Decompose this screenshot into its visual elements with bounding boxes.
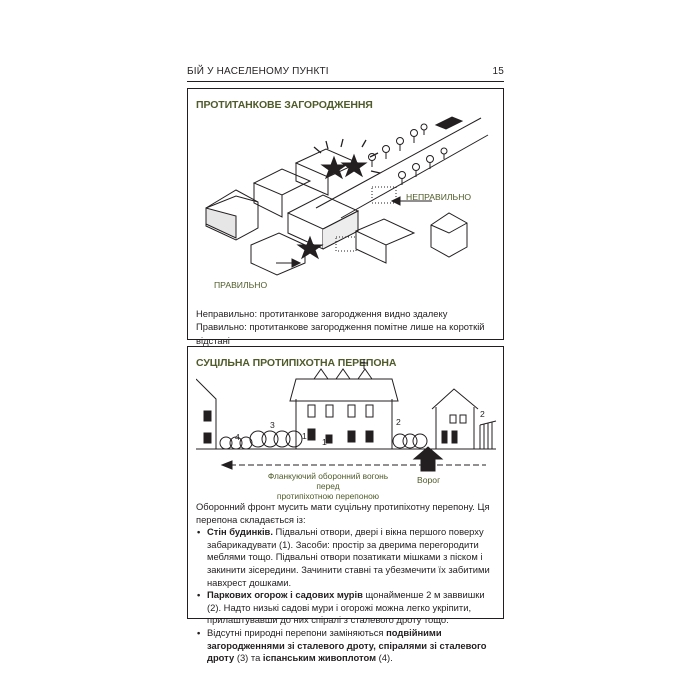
antitank-panel-title: ПРОТИТАНКОВЕ ЗАГОРОДЖЕННЯ (196, 99, 373, 111)
caption-right: Правильно: протитанкове загородження помітне лише на короткій відстані (196, 321, 485, 346)
bullet2-text: щонайменше 2 м заввишки (2). Надто низькі садові мури і огорожі можна легко укріпити, прилаштувавши до них спіралі з сталевого дроту тощо. (207, 589, 485, 626)
label-wrong: НЕПРАВИЛЬНО (406, 192, 472, 202)
bullet-park-fences (196, 589, 498, 627)
fig-num-1b: 1 (322, 437, 327, 447)
header-divider (187, 81, 504, 82)
bullet1-text: Підвальні отвори, двері і вікна першого поверху забарикадувати (1). Засоби: простір за дверима перегородити меблями тощо. Підвальні отвори позатикати мішками з піском і закинити зісередини. Зачинити ставні та убезмечити їх забитими навхрест дошками. (207, 526, 490, 588)
antitank-caption (196, 307, 501, 347)
bullet3-bold1: подвійними загородженнями зі сталевого дроту, спіралями зі сталевого дроту (207, 626, 487, 664)
flanking-fire-label (260, 471, 396, 501)
antipersonnel-barrier-panel (187, 346, 504, 664)
bullet-marker: • (197, 626, 201, 638)
barrier-description (196, 501, 498, 665)
antitank-obstacle-illustration (196, 113, 496, 303)
running-header-title: БІЙ У НАСЕЛЕНОМУ ПУНКТІ (187, 66, 329, 77)
label-right: ПРАВИЛЬНО (214, 280, 268, 290)
bullet-house-walls (196, 526, 498, 589)
barrier-intro: Оборонний фронт мусить мати суцільну протипіхотну перепону. Ця перепона складається із: (196, 501, 490, 525)
antipersonnel-panel-title: СУЦІЛЬНА ПРОТИПІХОТНА ПЕРЕПОНА (196, 357, 397, 369)
fig-num-4: 4 (235, 432, 240, 442)
bullet3-bold2: іспанським живоплотом (262, 652, 377, 664)
bullet3-text3: (4). (376, 652, 393, 664)
bullet3-text1: Відсутні природні перепони заміняються (207, 626, 387, 638)
antitank-obstacle-panel (187, 88, 504, 346)
bullet2-bold: Паркових огорож і садових мурів (207, 589, 363, 601)
caption-wrong: Неправильно: протитанкове загородження видно здалеку (196, 308, 448, 319)
fig-num-2a: 2 (396, 417, 401, 427)
bullet-marker: • (197, 589, 201, 601)
flanking-fire-line1: Фланкуючий оборонний вогонь перед (267, 471, 389, 491)
running-header (187, 64, 504, 80)
antipersonnel-barrier-illustration (196, 359, 498, 477)
page-number: 15 (492, 66, 504, 77)
fig-num-2b: 2 (480, 409, 485, 419)
bullet1-bold: Стін будинків. (207, 526, 273, 538)
enemy-label: Ворог (417, 475, 441, 485)
fig-num-3: 3 (270, 420, 275, 430)
flanking-fire-line2: протипіхотною перепоною (276, 491, 380, 501)
bullet-missing-barriers (196, 627, 498, 665)
bullet3-text2: (3) та (234, 652, 263, 664)
bullet-marker: • (197, 526, 201, 538)
fig-num-1a: 1 (302, 431, 307, 441)
